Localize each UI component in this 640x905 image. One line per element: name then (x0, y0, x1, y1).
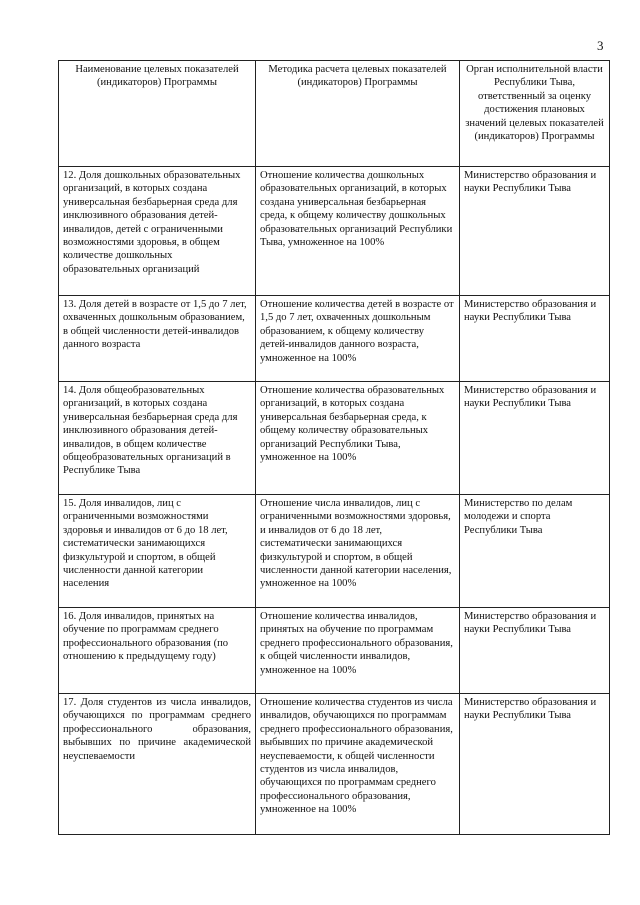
table-row (59, 167, 610, 296)
table-row (59, 495, 610, 608)
header-responsible-authority: Орган исполнительной власти Республики Тыва, ответственный за оценку достижения плановых значений целевых показателей (индикаторов) Программы (460, 61, 610, 167)
header-indicator-name: Наименование целевых показателей (индикаторов) Программы (59, 61, 256, 167)
responsible-authority-cell: Министерство образования и науки Республики Тыва (460, 167, 610, 296)
indicator-name-cell: 16. Доля инвалидов, принятых на обучение по программам среднего профессионального образования (по отношению к предыдущему году) (59, 608, 256, 694)
calculation-method-cell: Отношение количества детей в возрасте от 1,5 до 7 лет, охваченных дошкольным образованием, к общему количеству детей-инвалидов данного возраста, умноженное на 100% (256, 296, 460, 382)
indicator-name-cell: 14. Доля общеобразовательных организаций, в которых создана универсальная безбарьерная среда для инклюзивного образования детей-инвалидов, в общем количестве общеобразовательных организаций в Республике Тыва (59, 382, 256, 495)
responsible-authority-cell: Министерство образования и науки Республики Тыва (460, 694, 610, 835)
responsible-authority-cell: Министерство по делам молодежи и спорта Республики Тыва (460, 495, 610, 608)
responsible-authority-cell: Министерство образования и науки Республики Тыва (460, 608, 610, 694)
table-row (59, 296, 610, 382)
header-calculation-method: Методика расчета целевых показателей (индикаторов) Программы (256, 61, 460, 167)
table-row (59, 382, 610, 495)
indicator-name-cell: 17. Доля студентов из числа инвалидов, обучающихся по программам среднего профессионального образования, выбывших по причине академической неуспеваемости (59, 694, 256, 835)
table-header-row (59, 61, 610, 167)
responsible-authority-cell: Министерство образования и науки Республики Тыва (460, 382, 610, 495)
indicator-name-cell: 12. Доля дошкольных образовательных организаций, в которых создана универсальная безбарьерная среда для инклюзивного образования детей-инвалидов, детей с ограниченными возможностями здоровья, в общем количестве дошкольных образовательных организаций (59, 167, 256, 296)
indicator-name-cell: 13. Доля детей в возрасте от 1,5 до 7 лет, охваченных дошкольным образованием, в общей численности детей-инвалидов данного возраста (59, 296, 256, 382)
calculation-method-cell: Отношение количества образовательных организаций, в которых создана универсальная безбарьерная среда, к общему количеству образовательных организаций Республики Тыва, умноженное на 100% (256, 382, 460, 495)
page-number: 3 (597, 38, 604, 53)
calculation-method-cell: Отношение количества инвалидов, принятых на обучение по программам среднего профессионального образования, к общей численности инвалидов, умноженное на 100% (256, 608, 460, 694)
calculation-method-cell: Отношение количества студентов из числа инвалидов, обучающихся по программам среднего профессионального образования, выбывших по причине академической неуспеваемости, к общей численности студентов из числа инвалидов, обучающихся по программам среднего профессионального образования, умноженное на 100% (256, 694, 460, 835)
table-row (59, 608, 610, 694)
responsible-authority-cell: Министерство образования и науки Республики Тыва (460, 296, 610, 382)
table-row (59, 694, 610, 835)
calculation-method-cell: Отношение количества дошкольных образовательных организаций, в которых создана универсальная безбарьерная среда, к общему количеству дошкольных образовательных организаций Республики Тыва, умноженное на 100% (256, 167, 460, 296)
indicators-table (58, 60, 610, 835)
indicator-name-cell: 15. Доля инвалидов, лиц с ограниченными возможностями здоровья и инвалидов от 6 до 18 лет, систематически занимающихся физкультурой и спортом, в общей численности данной категории населения (59, 495, 256, 608)
calculation-method-cell: Отношение числа инвалидов, лиц с ограниченными возможностями здоровья, и инвалидов от 6 до 18 лет, систематически занимающихся физкультурой и спортом, в общей численности данной категории населения, умноженное на 100% (256, 495, 460, 608)
